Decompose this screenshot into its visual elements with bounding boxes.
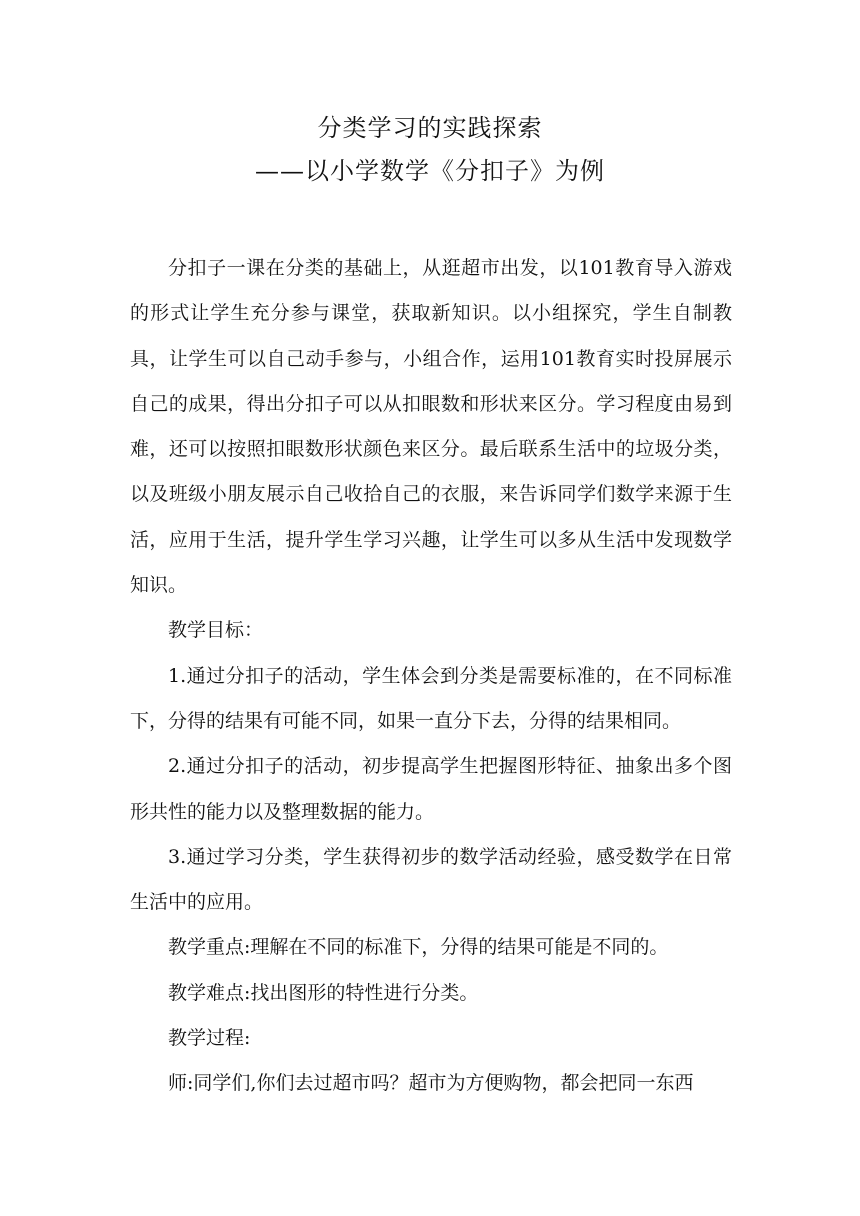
process-paragraph: 师:同学们,你们去过超市吗？超市为方便购物，都会把同一东西 xyxy=(168,1072,694,1095)
process-heading: 教学过程: xyxy=(168,1027,251,1050)
objective-2: 2.通过分扣子的活动，初步提高学生把握图形特征、抽象出多个图形共性的能力以及整理数据的能力。 xyxy=(130,755,732,823)
difficult-point: 教学难点:找出图形的特性进行分类。 xyxy=(168,981,479,1004)
document-subtitle: ——以小学数学《分扣子》为例 xyxy=(255,157,605,185)
intro-paragraph: 分扣子一课在分类的基础上，从逛超市出发，以101教育导入游戏的形式让学生充分参与课堂，获取新知识。以小组探究，学生自制教具，让学生可以自己动手参与，小组合作，运用101教育实时投屏展示自己的成果，得出分扣子可以从扣眼数和形状来区分。学习程度由易到难，还可以按照扣眼数形状颜色来区分。最后联系生活中的垃圾分类，以及班级小朋友展示自己收拾自己的衣服，来告诉同学们数学来源于生活，应用于生活，提升学生学习兴趣，让学生可以多从生活中发现数学知识。 xyxy=(130,257,732,597)
document-body xyxy=(130,246,732,1107)
document-title: 分类学习的实践探索 xyxy=(317,114,543,142)
objective-3: 3.通过学习分类，学生获得初步的数学活动经验，感受数学在日常生活中的应用。 xyxy=(130,845,732,914)
key-point: 教学重点:理解在不同的标准下，分得的结果可能是不同的。 xyxy=(168,936,669,959)
objective-1: 1.通过分扣子的活动，学生体会到分类是需要标准的，在不同标准下，分得的结果有可能不同，如果一直分下去，分得的结果相同。 xyxy=(130,664,732,732)
objectives-heading: 教学目标： xyxy=(168,619,264,642)
